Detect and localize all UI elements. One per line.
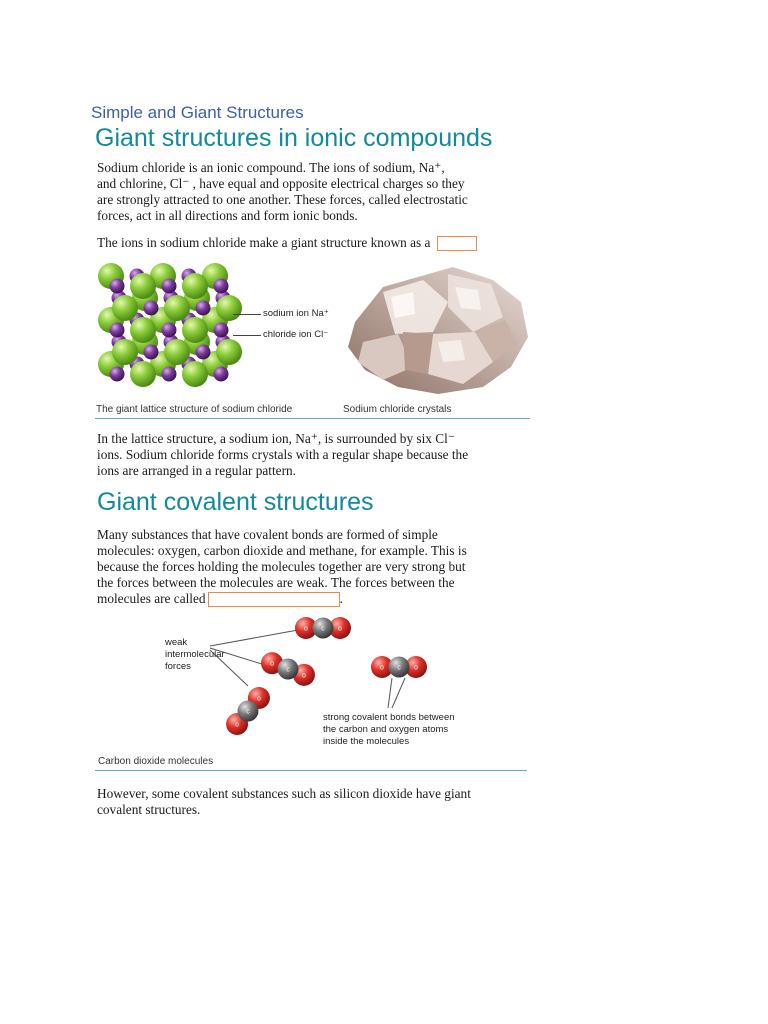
paragraph-giant-structure	[97, 235, 537, 251]
text-line: In the lattice structure, a sodium ion, Na⁺, is surrounded by six Cl⁻	[97, 431, 455, 446]
chloride-ion	[216, 295, 242, 321]
oxygen-atom-letter: o	[338, 625, 342, 633]
paragraph-covalent	[97, 527, 537, 607]
text-line: the forces between the molecules are weak. The forces between the	[97, 575, 455, 590]
paragraph-ionic-intro	[97, 160, 537, 224]
text-line: inside the molecules	[323, 736, 410, 747]
chloride-ion	[112, 339, 138, 365]
sodium-chloride-crystals-image	[343, 262, 533, 397]
chloride-ion	[164, 295, 190, 321]
sodium-ion	[144, 301, 159, 316]
answer-blank-1[interactable]	[437, 236, 477, 251]
sodium-ion	[110, 279, 125, 294]
text-line	[97, 591, 537, 607]
answer-blank-2[interactable]	[208, 592, 340, 607]
paragraph-silicon-dioxide	[97, 786, 537, 818]
caption-co2: Carbon dioxide molecules	[98, 756, 214, 767]
oxygen-atom-letter: o	[256, 695, 261, 703]
chloride-ion	[216, 339, 242, 365]
leader-line	[233, 314, 261, 315]
sodium-ion	[144, 345, 159, 360]
label-sodium-ion: sodium ion Na⁺	[263, 308, 329, 319]
chloride-ion	[130, 273, 156, 299]
text-line: forces	[165, 661, 191, 672]
text-line: and chlorine, Cl⁻ , have equal and opposite electrical charges so they	[97, 176, 465, 191]
text-line: molecules: oxygen, carbon dioxide and methane, for example. This is	[97, 543, 467, 558]
sodium-chloride-lattice-image	[93, 258, 243, 403]
text-line: Many substances that have covalent bonds are formed of simple	[97, 527, 438, 542]
chloride-ion	[130, 361, 156, 387]
leader-line	[233, 335, 261, 336]
label-strong-bonds	[323, 712, 455, 748]
sodium-ion	[214, 323, 229, 338]
caption-rule	[95, 418, 530, 419]
text-line: because the forces holding the molecules together are very strong but	[97, 559, 466, 574]
text-line: ions. Sodium chloride forms crystals with a regular shape because the	[97, 447, 469, 462]
chloride-ion	[112, 295, 138, 321]
carbon-atom-letter: c	[246, 708, 250, 716]
text-line: strong covalent bonds between	[323, 712, 455, 723]
section-heading-ionic: Giant structures in ionic compounds	[95, 124, 493, 152]
text-line: intermolecular	[165, 649, 225, 660]
sodium-ion	[110, 367, 125, 382]
oxygen-atom-letter: o	[270, 660, 274, 668]
text-line: Sodium chloride is an ionic compound. The ions of sodium, Na⁺,	[97, 160, 445, 175]
text-line: ions are arranged in a regular pattern.	[97, 463, 296, 478]
sodium-ion	[196, 301, 211, 316]
oxygen-atom-letter: o	[414, 664, 418, 672]
section-heading-covalent: Giant covalent structures	[97, 488, 374, 516]
sodium-ion	[214, 279, 229, 294]
oxygen-atom-letter: o	[304, 625, 308, 633]
oxygen-atom-letter: o	[380, 664, 384, 672]
label-chloride-ion: chloride ion Cl⁻	[263, 329, 329, 340]
sodium-ion	[162, 323, 177, 338]
carbon-atom-letter: c	[397, 664, 401, 672]
sodium-ion	[162, 367, 177, 382]
chloride-ion	[182, 361, 208, 387]
text-line: However, some covalent substances such as silicon dioxide have giant	[97, 786, 471, 801]
oxygen-atom-letter: o	[302, 672, 306, 680]
period: .	[339, 591, 343, 606]
text-fragment: molecules are called	[97, 591, 206, 606]
text-line: forces, act in all directions and form ionic bonds.	[97, 208, 358, 223]
chloride-ion	[130, 317, 156, 343]
sodium-ion	[214, 367, 229, 382]
chloride-ion	[182, 273, 208, 299]
chloride-ion	[182, 317, 208, 343]
text-line: covalent structures.	[97, 802, 201, 817]
text-line: are strongly attracted to one another. These forces, called electrostatic	[97, 192, 468, 207]
caption-rule	[95, 770, 527, 771]
text-line: the carbon and oxygen atoms	[323, 724, 449, 735]
text-line: The ions in sodium chloride make a giant structure known as a	[97, 235, 431, 250]
text-line: weak	[165, 637, 188, 648]
caption-crystals: Sodium chloride crystals	[343, 404, 452, 415]
paragraph-lattice	[97, 431, 537, 479]
oxygen-atom-letter: o	[235, 721, 240, 729]
carbon-atom-letter: c	[286, 666, 290, 674]
carbon-atom-letter: c	[321, 625, 325, 633]
sodium-ion	[162, 279, 177, 294]
sodium-ion	[110, 323, 125, 338]
chloride-ion	[164, 339, 190, 365]
label-weak-forces	[165, 637, 225, 673]
sodium-ion	[196, 345, 211, 360]
caption-lattice: The giant lattice structure of sodium chloride	[96, 404, 293, 415]
document-title: Simple and Giant Structures	[91, 103, 304, 122]
